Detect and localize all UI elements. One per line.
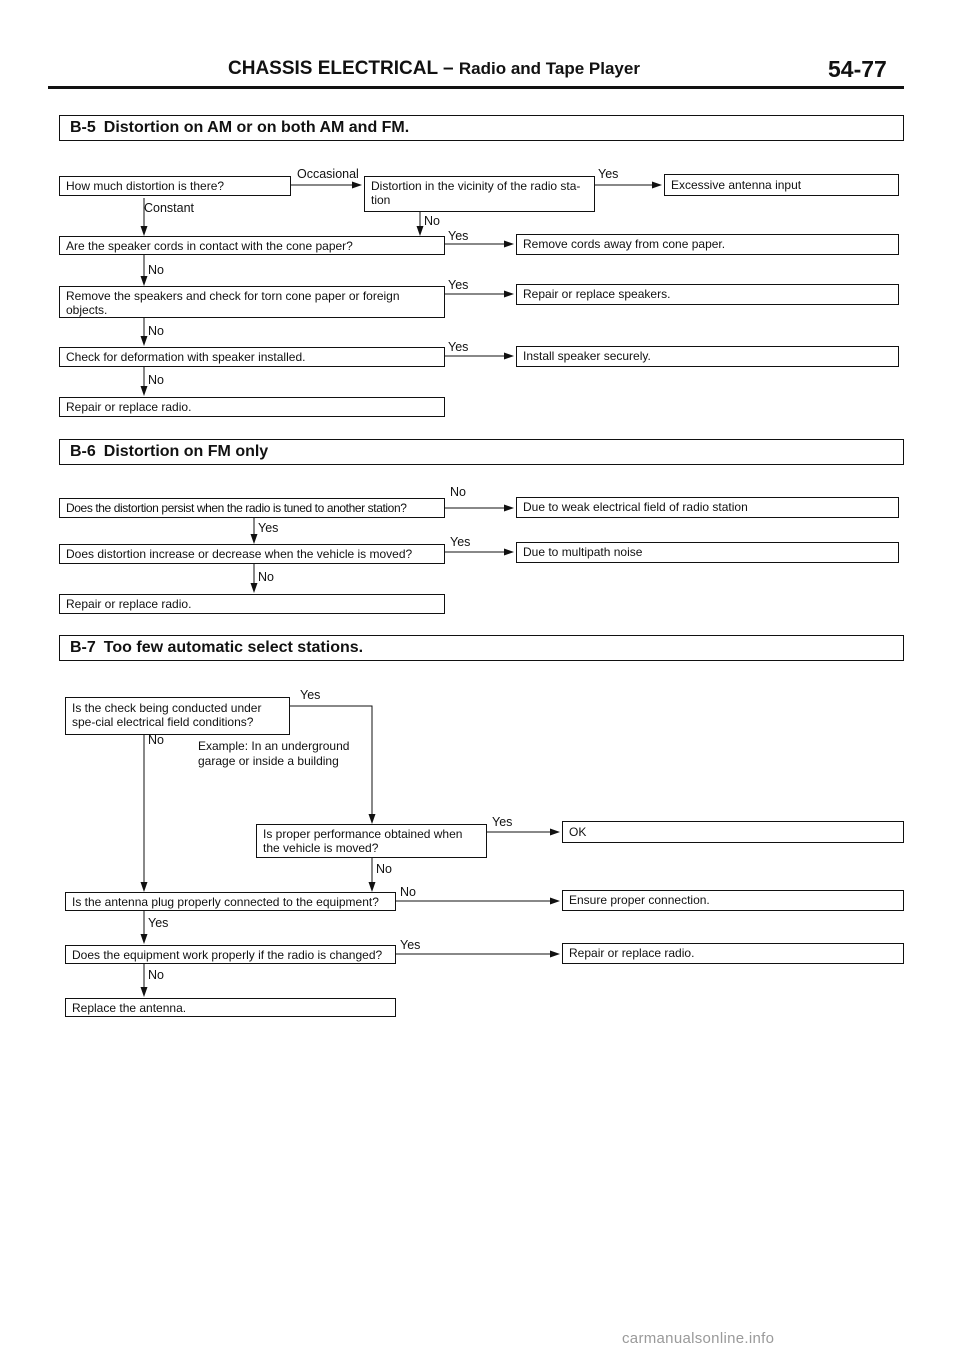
label-no: No bbox=[424, 214, 440, 228]
label-yes: Yes bbox=[598, 167, 619, 181]
page-header-title bbox=[228, 58, 640, 80]
section-title: Distortion on AM or on both AM and FM. bbox=[103, 119, 410, 136]
b5-result-repair-speakers: Repair or replace speakers. bbox=[516, 284, 899, 305]
arrowhead bbox=[251, 534, 258, 544]
arrowhead bbox=[141, 336, 148, 346]
arrowhead bbox=[141, 386, 148, 396]
arrowhead bbox=[141, 987, 148, 997]
b6-q-increase: Does distortion increase or decrease when the vehicle is moved? bbox=[59, 544, 445, 564]
arrowhead bbox=[504, 291, 514, 298]
header-title-dash: – bbox=[443, 58, 454, 79]
arrowhead bbox=[251, 583, 258, 593]
b5-result-excessive: Excessive antenna input bbox=[664, 174, 899, 196]
b6-result-weak-field: Due to weak electrical field of radio station bbox=[516, 497, 899, 518]
arrowhead bbox=[550, 951, 560, 958]
label-yes: Yes bbox=[450, 535, 471, 549]
b7-q-equipment: Does the equipment work properly if the radio is changed? bbox=[65, 945, 396, 964]
page-number: 54-77 bbox=[828, 56, 887, 82]
label-yes: Yes bbox=[448, 340, 469, 354]
arrowhead bbox=[352, 182, 362, 189]
b7-result-ok: OK bbox=[562, 821, 904, 843]
arrowhead bbox=[141, 934, 148, 944]
label-no: No bbox=[450, 485, 466, 499]
b5-result-repair-radio: Repair or replace radio. bbox=[59, 397, 445, 417]
label-no: No bbox=[148, 968, 164, 982]
section-title: Too few automatic select stations. bbox=[103, 639, 364, 656]
section-b7-heading bbox=[59, 635, 904, 661]
arrowhead bbox=[652, 182, 662, 189]
label-yes: Yes bbox=[400, 938, 421, 952]
section-title: Distortion on FM only bbox=[103, 443, 269, 460]
b7-q-plug: Is the antenna plug properly connected to the equipment? bbox=[65, 892, 396, 911]
label-no: No bbox=[148, 324, 164, 338]
section-number: B-7 bbox=[70, 639, 96, 656]
arrowhead bbox=[504, 505, 514, 512]
b7-q-performance: Is proper performance obtained when the vehicle is moved? bbox=[256, 824, 487, 858]
section-b6-heading bbox=[59, 439, 904, 465]
arrowhead bbox=[550, 829, 560, 836]
label-no: No bbox=[376, 862, 392, 876]
label-yes: Yes bbox=[492, 815, 513, 829]
arrowhead bbox=[369, 814, 376, 824]
arrowhead bbox=[550, 898, 560, 905]
b5-q-cords: Are the speaker cords in contact with the cone paper? bbox=[59, 236, 445, 255]
watermark-text: carmanualsonline.info bbox=[622, 1330, 775, 1347]
arrowhead bbox=[504, 549, 514, 556]
header-title-sub: Radio and Tape Player bbox=[458, 59, 640, 78]
section-number: B-6 bbox=[70, 443, 96, 460]
label-yes: Yes bbox=[258, 521, 279, 535]
label-yes: Yes bbox=[448, 278, 469, 292]
header-divider bbox=[48, 86, 904, 89]
b6-q-persist: Does the distortion persist when the radio is tuned to another station? bbox=[59, 498, 445, 518]
label-no: No bbox=[148, 733, 164, 747]
arrowhead bbox=[369, 882, 376, 892]
section-number: B-5 bbox=[70, 119, 96, 136]
b7-result-replace-antenna: Replace the antenna. bbox=[65, 998, 396, 1017]
label-no: No bbox=[400, 885, 416, 899]
label-no: No bbox=[258, 570, 274, 584]
arrowhead bbox=[417, 226, 424, 236]
label-yes: Yes bbox=[148, 916, 169, 930]
arrowhead bbox=[504, 241, 514, 248]
b6-result-multipath: Due to multipath noise bbox=[516, 542, 899, 563]
label-no: No bbox=[148, 373, 164, 387]
b6-result-repair-radio: Repair or replace radio. bbox=[59, 594, 445, 614]
arrowhead bbox=[141, 882, 148, 892]
b5-q-vicinity: Distortion in the vicinity of the radio sta-tion bbox=[364, 176, 595, 212]
header-title-main: CHASSIS ELECTRICAL bbox=[228, 58, 438, 79]
b7-q-special: Is the check being conducted under spe-cial electrical field conditions? bbox=[65, 697, 290, 735]
label-yes: Yes bbox=[300, 688, 321, 702]
b7-note-example: Example: In an underground garage or inside a building bbox=[198, 739, 350, 768]
b5-q-deform: Check for deformation with speaker installed. bbox=[59, 347, 445, 367]
b5-result-remove-cords: Remove cords away from cone paper. bbox=[516, 234, 899, 255]
label-no: No bbox=[148, 263, 164, 277]
label-occasional: Occasional bbox=[297, 167, 359, 181]
b7-result-ensure: Ensure proper connection. bbox=[562, 890, 904, 911]
b5-result-install: Install speaker securely. bbox=[516, 346, 899, 367]
label-yes: Yes bbox=[448, 229, 469, 243]
b5-q-amount: How much distortion is there? bbox=[59, 176, 291, 196]
arrowhead bbox=[141, 226, 148, 236]
arrowhead bbox=[141, 276, 148, 286]
b5-q-torn: Remove the speakers and check for torn cone paper or foreign objects. bbox=[59, 286, 445, 318]
arrowhead bbox=[504, 353, 514, 360]
label-constant: Constant bbox=[144, 201, 195, 215]
section-b5-heading bbox=[59, 115, 904, 141]
b7-result-repair-radio: Repair or replace radio. bbox=[562, 943, 904, 964]
